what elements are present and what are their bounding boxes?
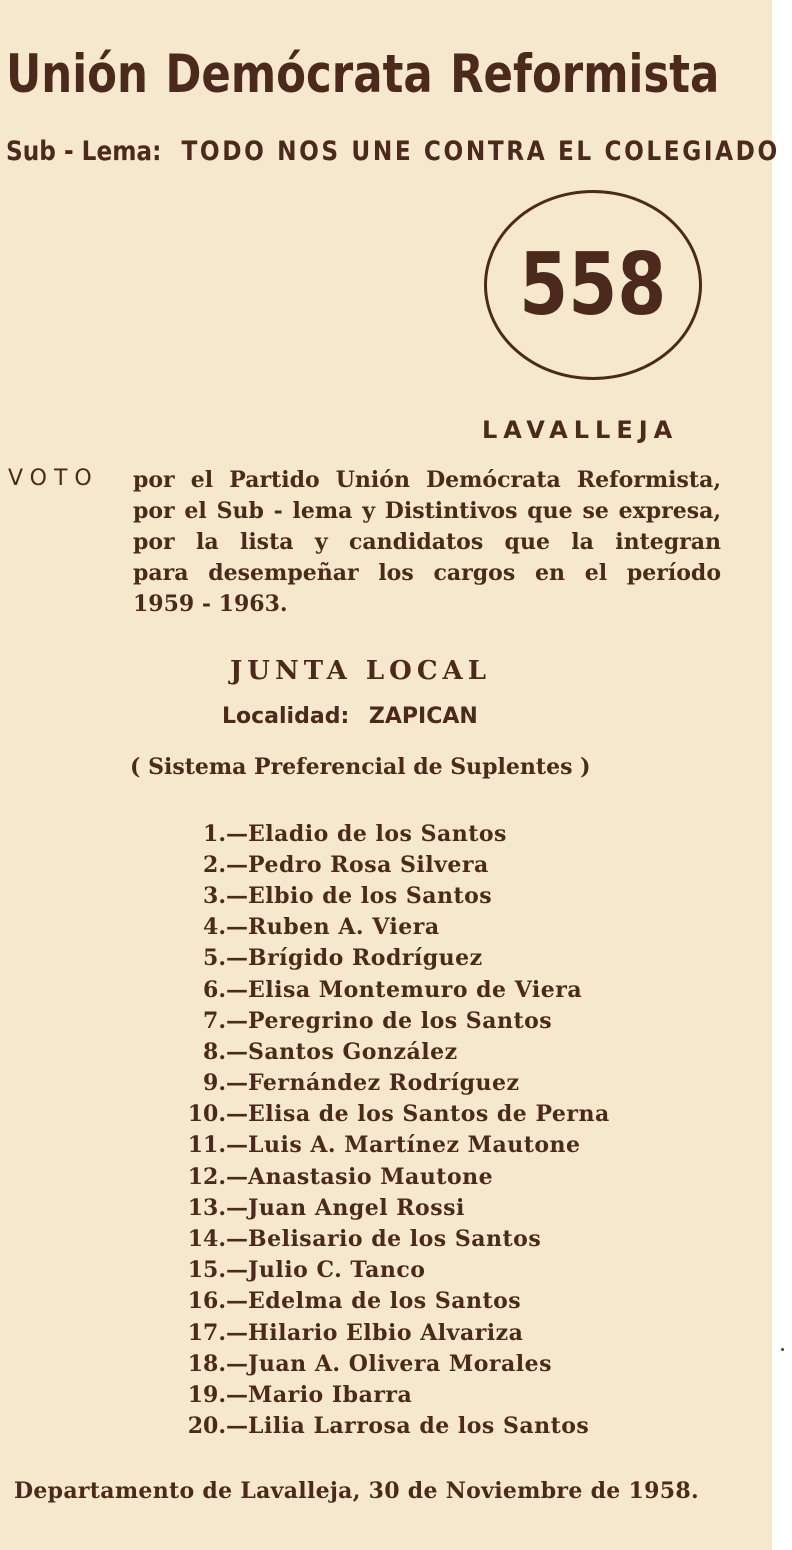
vote-label: VOTO xyxy=(8,466,99,491)
candidate-name: Fernández Rodríguez xyxy=(248,1070,520,1097)
party-name-word-2: Demócrata xyxy=(165,44,433,105)
vote-statement xyxy=(133,465,723,620)
candidate-name: Julio C. Tanco xyxy=(248,1257,426,1284)
candidate-name: Juan A. Olivera Morales xyxy=(248,1350,552,1377)
candidate-row xyxy=(180,1130,610,1161)
candidate-name: Luis A. Martínez Mautone xyxy=(248,1132,581,1159)
candidate-row xyxy=(180,943,610,974)
candidate-row xyxy=(180,1255,610,1286)
candidate-name: Elbio de los Santos xyxy=(248,882,493,909)
candidate-row xyxy=(180,1348,610,1379)
junta-title: JUNTA LOCAL xyxy=(230,656,491,686)
candidate-number: 18.— xyxy=(187,1350,248,1377)
candidate-number: 20.— xyxy=(187,1413,248,1440)
candidate-number: 14.— xyxy=(187,1226,248,1253)
candidate-row xyxy=(180,1411,610,1442)
sublema-text: TODO NOS UNE CONTRA EL COLEGIADO xyxy=(181,136,780,167)
candidate-number: 4.— xyxy=(203,914,248,941)
department-name: LAVALLEJA xyxy=(482,416,679,444)
sublema-label: Sub - Lema: xyxy=(6,136,162,167)
candidate-number: 8.— xyxy=(203,1038,248,1065)
candidate-row xyxy=(180,818,610,849)
candidate-number: 3.— xyxy=(203,882,248,909)
candidate-name: Edelma de los Santos xyxy=(248,1288,522,1315)
vote-line-3: por la lista y candidatos que la integran xyxy=(133,529,721,555)
vote-line-1: por el Partido Unión Demócrata Reformista, xyxy=(133,467,721,493)
candidate-list xyxy=(180,818,610,1442)
candidate-row xyxy=(180,1317,610,1348)
candidate-name: Juan Angel Rossi xyxy=(248,1194,465,1221)
place-date-footer: Departamento de Lavalleja, 30 de Noviembre de 1958. xyxy=(14,1478,699,1504)
candidate-name: Mario Ibarra xyxy=(248,1381,413,1408)
vote-line-4: para desempeñar los cargos en el período xyxy=(133,560,721,586)
candidate-row xyxy=(180,1223,610,1254)
candidate-number: 6.— xyxy=(203,976,248,1003)
candidate-name: Lilia Larrosa de los Santos xyxy=(248,1413,590,1440)
candidate-number: 13.— xyxy=(187,1194,248,1221)
candidate-number: 19.— xyxy=(187,1381,248,1408)
candidate-row xyxy=(180,1036,610,1067)
candidate-row xyxy=(180,1379,610,1410)
candidate-row xyxy=(180,880,610,911)
candidate-number: 17.— xyxy=(187,1319,248,1346)
list-number-circle xyxy=(484,190,702,380)
candidate-row xyxy=(180,1099,610,1130)
candidate-number: 11.— xyxy=(187,1132,248,1159)
candidate-row xyxy=(180,1161,610,1192)
candidate-name: Eladio de los Santos xyxy=(248,820,507,847)
party-name-word-1: Unión xyxy=(6,44,148,105)
list-number: 558 xyxy=(519,235,667,335)
candidate-name: Santos González xyxy=(248,1038,458,1065)
locality-label: Localidad: xyxy=(222,704,350,729)
candidate-name: Brígido Rodríguez xyxy=(248,945,483,972)
candidate-number: 2.— xyxy=(203,851,248,878)
candidate-name: Anastasio Mautone xyxy=(248,1163,494,1190)
candidate-name: Pedro Rosa Silvera xyxy=(248,851,489,878)
candidate-name: Elisa de los Santos de Perna xyxy=(248,1101,610,1128)
party-name-word-3: Reformista xyxy=(450,44,720,105)
candidate-row xyxy=(180,1005,610,1036)
party-name xyxy=(6,40,719,110)
candidate-row xyxy=(180,912,610,943)
sublema-line xyxy=(6,132,780,172)
candidate-name: Ruben A. Viera xyxy=(248,914,440,941)
candidate-name: Hilario Elbio Alvariza xyxy=(248,1319,524,1346)
candidate-row xyxy=(180,974,610,1005)
candidate-row xyxy=(180,1286,610,1317)
candidate-number: 5.— xyxy=(203,945,248,972)
vote-line-2: por el Sub - lema y Distintivos que se expresa, xyxy=(133,498,721,524)
candidate-number: 1.— xyxy=(203,820,248,847)
candidate-name: Elisa Montemuro de Viera xyxy=(248,976,583,1003)
candidate-number: 10.— xyxy=(187,1101,248,1128)
candidate-number: 12.— xyxy=(187,1163,248,1190)
candidate-number: 16.— xyxy=(187,1288,248,1315)
locality-line xyxy=(222,704,478,729)
ink-speck xyxy=(781,1348,784,1351)
locality-value: ZAPICAN xyxy=(368,704,478,729)
candidate-name: Peregrino de los Santos xyxy=(248,1007,553,1034)
system-note: ( Sistema Preferencial de Suplentes ) xyxy=(130,754,591,780)
candidate-row xyxy=(180,1192,610,1223)
candidate-number: 9.— xyxy=(203,1070,248,1097)
candidate-row xyxy=(180,849,610,880)
candidate-number: 7.— xyxy=(203,1007,248,1034)
vote-line-5: 1959 - 1963. xyxy=(133,591,288,617)
candidate-row xyxy=(180,1068,610,1099)
candidate-name: Belisario de los Santos xyxy=(248,1226,542,1253)
candidate-number: 15.— xyxy=(187,1257,248,1284)
